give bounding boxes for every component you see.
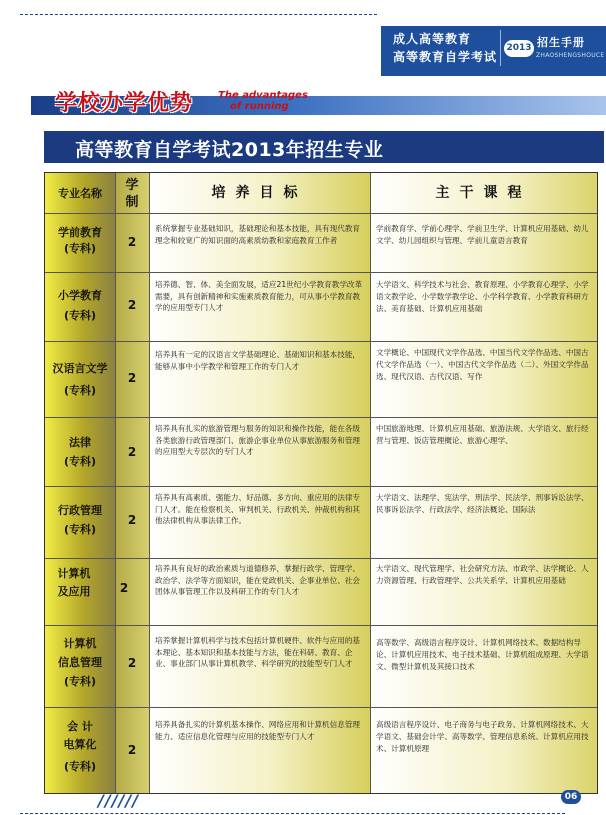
page-number: 06 <box>561 790 581 804</box>
column-bg-name <box>45 173 115 793</box>
header-courses: 主干课程 <box>435 185 532 201</box>
column-divider <box>149 173 150 793</box>
row-divider <box>45 272 597 273</box>
header-divider <box>500 30 501 66</box>
table-row-name <box>45 503 115 538</box>
section-subtitle-english <box>218 90 308 112</box>
column-divider <box>115 173 116 793</box>
majors-table <box>44 172 598 794</box>
row-divider <box>45 213 597 214</box>
column-bg-goal <box>149 173 370 793</box>
major-name-line2: 信息管理 <box>58 656 102 669</box>
header-major-name: 专业名称 <box>58 187 102 200</box>
table-row-courses: 高级语言程序设计、电子商务与电子政务、计算机网络技术、大学语文、基础会计学、高等数学、管理信息系统、计算机应用技术、计算机原理 <box>376 720 589 753</box>
table-row-goal: 培养掌握计算机科学与技术包括计算机硬件、软件与应用的基本理论、基本知识和基本技能与方法，能在科研、教育、企业、事业部门从事计算机教学、科学研究的技能型专门人才 <box>155 636 361 668</box>
table-row-system: 2 <box>127 513 137 527</box>
table-row-goal: 培养具有扎实的旅游管理与服务的知识和操作技能，能在各级各类旅游行政管理部门、旅游企事业单位从事旅游服务和管理的应用型大专层次的专门人才 <box>155 424 361 456</box>
major-level: (专科) <box>63 384 97 397</box>
table-row-name <box>45 288 115 324</box>
major-name: 计算机 <box>57 567 91 580</box>
header-system-line2: 制 <box>125 195 139 210</box>
column-bg-courses <box>370 173 597 793</box>
major-name: 学前教育 <box>58 226 102 239</box>
year-badge: 2013 <box>504 40 534 57</box>
section-subtitle-line1: The advantages <box>218 90 308 101</box>
major-level: (专科) <box>63 675 97 688</box>
table-row-goal: 培养具有良好的政治素质与道德修养，掌握行政学、管理学、政治学、法学等方面知识，能在党政机关、企事业单位、社会团体从事管理工作以及科研工作的专门人才 <box>155 564 361 596</box>
page-title: 高等教育自学考试2013年招生专业 <box>75 139 384 161</box>
header-brochure-pinyin: ZHAOSHENGSHOUCE <box>536 52 605 59</box>
table-row-courses: 高等数学、高级语言程序设计、计算机网络技术、数据结构导论、计算机应用技术、电子技术基础、计算机组成原理、大学语文、微型计算机及其接口技术 <box>376 638 589 671</box>
row-divider <box>45 341 597 342</box>
header-top-rule <box>20 14 377 15</box>
major-level: (专科) <box>63 523 97 536</box>
table-row-system: 2 <box>127 298 137 312</box>
major-level: (专科) <box>63 242 97 255</box>
section-subtitle-line2: of running <box>230 101 289 112</box>
row-divider <box>45 625 597 626</box>
table-row-name <box>39 566 109 600</box>
table-row-system: 2 <box>127 235 137 249</box>
section-title: 学校办学优势 <box>55 91 194 116</box>
major-name: 汉语言文学 <box>52 362 108 375</box>
header-line-self-study-exam: 高等教育自学考试 <box>393 50 498 64</box>
major-name-line2: 电算化 <box>63 738 97 751</box>
table-row-courses: 大学语文、法理学、宪法学、刑法学、民法学、刑事诉讼法学、民事诉讼法学、行政法学、经济法概论、国际法 <box>376 493 589 514</box>
row-divider <box>45 486 597 487</box>
header-system-line1: 学 <box>125 178 139 193</box>
table-row-name <box>45 435 115 470</box>
major-level: (专科) <box>63 309 97 322</box>
table-row-name <box>45 361 115 399</box>
row-divider <box>45 707 597 708</box>
row-divider <box>45 558 597 559</box>
major-level: (专科) <box>63 760 97 773</box>
table-row-system: 2 <box>127 656 137 670</box>
table-row-name <box>45 225 115 257</box>
table-row-courses: 文学概论、中国现代文学作品选、中国当代文学作品选、中国古代文学作品选（一）、中国古代文学作品选（二）、外国文学作品选、现代汉语、古代汉语、写作 <box>376 348 589 381</box>
footer-slashes: ////// <box>98 791 140 810</box>
header-line-adult-education: 成人高等教育 <box>393 32 472 46</box>
table-row-goal: 培养具备扎实的计算机基本操作、网络应用和计算机信息管理能力、适应信息化管理与应用的技能型专门人才 <box>155 720 361 741</box>
major-level: (专科) <box>63 455 97 468</box>
table-row-system: 2 <box>119 581 129 595</box>
table-row-system: 2 <box>127 371 137 385</box>
major-name: 会 计 <box>67 720 93 733</box>
footer-rule <box>20 813 565 814</box>
table-row-system: 2 <box>127 743 137 757</box>
table-row-goal: 培养具有高素质、强能力、好品德、多方向、重应用的法律专门人才。能在检察机关、审判机关、行政机关、仲裁机构和其他法律机构从事法律工作。 <box>155 493 361 525</box>
major-name-line2: 及应用 <box>57 585 91 598</box>
table-row-name <box>45 719 115 775</box>
major-name: 行政管理 <box>58 504 102 517</box>
major-name: 小学教育 <box>58 289 102 302</box>
table-row-courses: 中国旅游地理、计算机应用基础、旅游法规、大学语文、旅行经营与管理、饭店管理概论、旅游心理学、 <box>376 424 589 445</box>
column-bg-system <box>115 173 149 793</box>
header-system <box>115 177 149 211</box>
column-divider <box>370 173 371 793</box>
table-row-system: 2 <box>127 445 137 459</box>
row-divider <box>45 417 597 418</box>
header-brochure-title: 招生手册 <box>537 36 585 49</box>
table-row-goal: 培养德、智、体、美全面发展，适应21世纪小学教育教学改革需要，具有创新精神和实施素质教育能力，可从事小学教育教学的应用型专门人才 <box>155 280 363 312</box>
table-row-courses: 大学语文、现代管理学、社会研究方法、市政学、法学概论、人力资源管理、行政管理学、公共关系学、计算机应用基础 <box>376 564 589 585</box>
major-name: 法律 <box>69 436 91 449</box>
table-row-goal: 系统掌握专业基础知识，基础理论和基本技能，具有现代教育理念和较宽广的知识面的高素质幼教和家庭教育工作者 <box>155 224 361 245</box>
table-row-courses: 大学语文、科学技术与社会、教育原理、小学教育心理学、小学语文教学论、小学数学教学论、小学科学教育、小学教育科研方法、美育基础、计算机应用基础 <box>376 280 589 313</box>
major-name: 计算机 <box>63 637 97 650</box>
table-row-goal: 培养具有一定的汉语言文学基础理论、基础知识和基本技能，能够从事中小学教学和管理工作的专门人才 <box>155 350 361 371</box>
header-goal: 培养目标 <box>211 185 308 201</box>
table-row-name <box>45 636 115 690</box>
table-row-courses: 学前教育学、学前心理学、学前卫生学、计算机应用基础、幼儿文学、幼儿园组织与管理、学前儿童语言教育 <box>376 224 589 245</box>
